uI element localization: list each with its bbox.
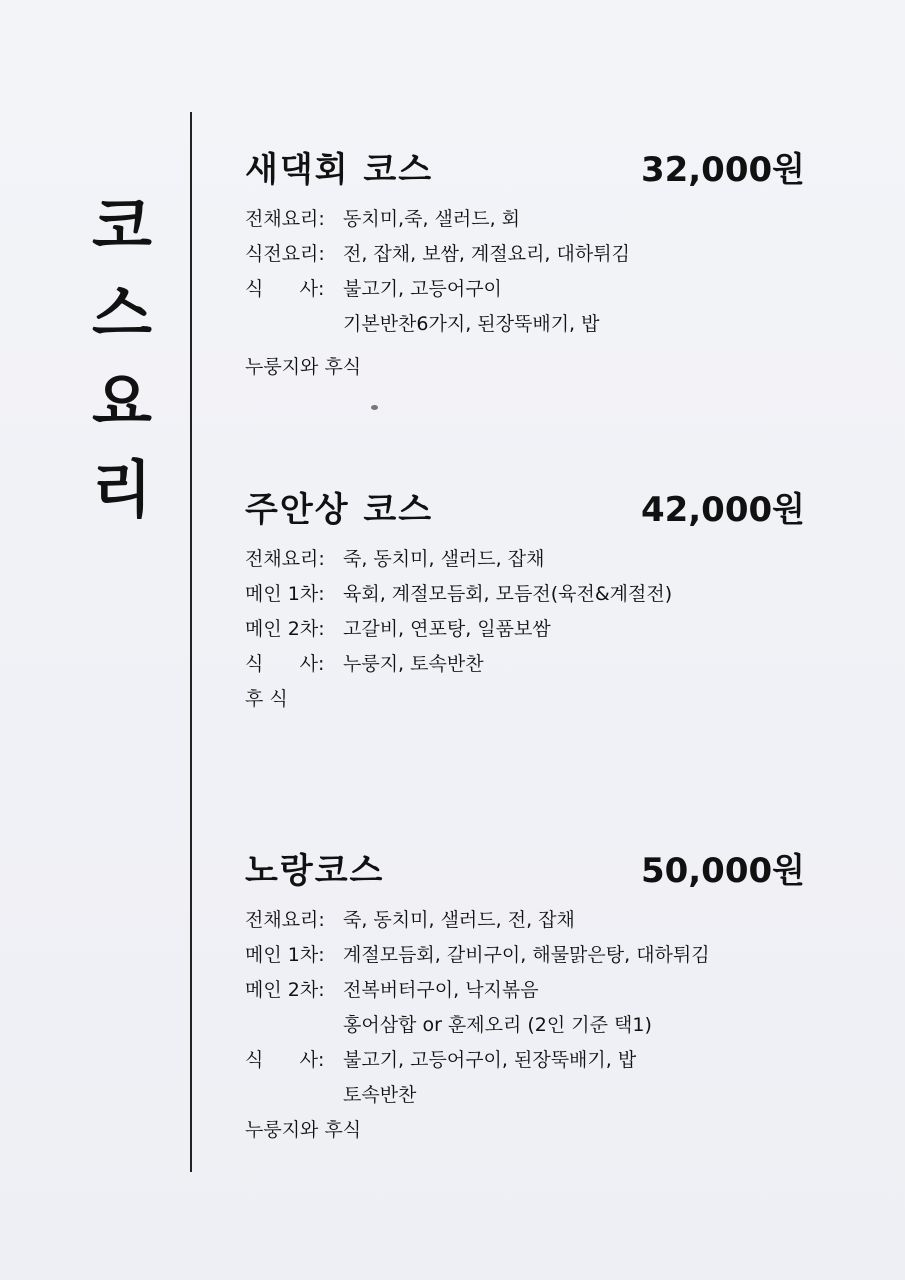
menu-row [245, 577, 805, 612]
row-value: 기본반찬6가지, 된장뚝배기, 밥 [343, 313, 600, 335]
side-title [82, 182, 162, 534]
course-name: 주안상 코스 [245, 490, 434, 530]
row-label: 식전요리: [245, 243, 325, 265]
row-label: 메인 2차: [245, 979, 325, 1001]
menu-row [245, 938, 805, 973]
side-title-char: 리 [92, 453, 152, 526]
row-value: 토속반찬 [343, 1084, 417, 1106]
row-label: 메인 2차: [245, 618, 325, 640]
menu-row [245, 1043, 805, 1078]
row-value: 고갈비, 연포탕, 일품보쌈 [343, 618, 551, 640]
row-value: 전, 잡채, 보쌈, 계절요리, 대하튀김 [343, 243, 630, 265]
course-name: 새댁회 코스 [245, 150, 434, 190]
course-header [245, 482, 805, 542]
row-label: 식 사: [245, 1049, 325, 1071]
row-label: 식 사: [245, 653, 325, 675]
menu-row [245, 1078, 805, 1113]
row-value: 불고기, 고등어구이 [343, 278, 502, 300]
menu-row [245, 612, 805, 647]
row-label: 식 사: [245, 278, 325, 300]
course-header [245, 142, 805, 202]
row-label: 메인 1차: [245, 583, 325, 605]
course-name: 노랑코스 [245, 851, 385, 891]
row-value: 홍어삼합 or 훈제오리 (2인 기준 택1) [343, 1014, 652, 1036]
row-label: 전채요리: [245, 208, 325, 230]
row-label: 전채요리: [245, 548, 325, 570]
menu-row [245, 237, 805, 272]
course-price: 50,000원 [640, 851, 805, 891]
menu-row [245, 202, 805, 237]
course-note: 누룽지와 후식 [245, 1119, 362, 1141]
course-note: 누룽지와 후식 [245, 356, 362, 378]
menu-row [245, 307, 805, 342]
course-note: 후 식 [245, 688, 288, 710]
side-title-char: 코 [92, 189, 152, 262]
row-value: 동치미,죽, 샐러드, 회 [343, 208, 521, 230]
row-value: 계절모듬회, 갈비구이, 해물맑은탕, 대하튀김 [343, 944, 710, 966]
menu-row [245, 647, 805, 682]
menu-row [245, 272, 805, 307]
row-label: 전채요리: [245, 909, 325, 931]
course-norang [245, 843, 805, 1148]
menu-row [245, 542, 805, 577]
course-price: 42,000원 [640, 490, 805, 530]
side-title-char: 스 [92, 277, 152, 350]
menu-row [245, 903, 805, 938]
course-saedaek [245, 142, 805, 385]
row-value: 누룽지, 토속반찬 [343, 653, 484, 675]
course-price: 32,000원 [640, 150, 805, 190]
row-value: 육회, 계절모듬회, 모듬전(육전&계절전) [343, 583, 673, 605]
menu-row [245, 973, 805, 1008]
row-value: 전복버터구이, 낙지볶음 [343, 979, 539, 1001]
paper-speck [371, 405, 378, 410]
menu-row [245, 1008, 805, 1043]
course-juansang [245, 482, 805, 717]
row-value: 죽, 동치미, 샐러드, 전, 잡채 [343, 909, 575, 931]
row-label: 메인 1차: [245, 944, 325, 966]
side-title-char: 요 [92, 365, 152, 438]
vertical-divider [190, 112, 192, 1172]
course-header [245, 843, 805, 903]
row-value: 불고기, 고등어구이, 된장뚝배기, 밥 [343, 1049, 637, 1071]
row-value: 죽, 동치미, 샐러드, 잡채 [343, 548, 545, 570]
